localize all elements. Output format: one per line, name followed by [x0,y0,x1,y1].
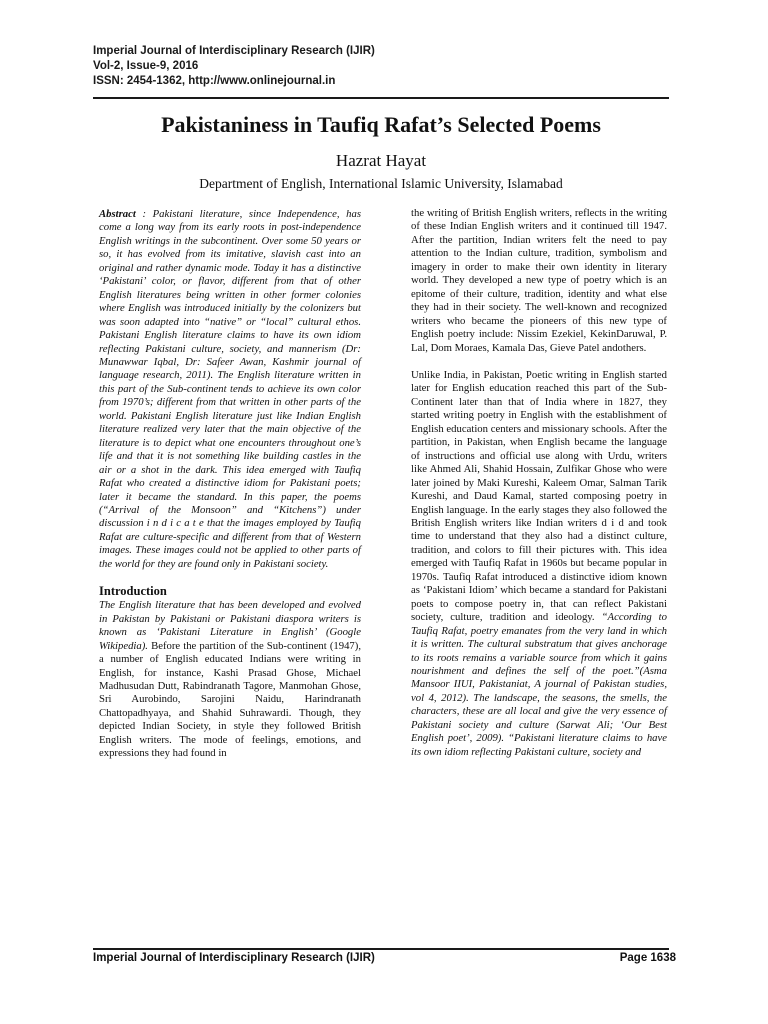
footer-divider [93,948,669,950]
journal-name: Imperial Journal of Interdisciplinary Research (IJIR) [93,45,375,57]
author-affiliation: Department of English, International Islamic University, Islamabad [199,176,563,191]
introduction-italic-text: The English literature that has been developed and evolved in Pakistan by Pakistani or Pakistani diaspora writers is known as ‘Pakistani Literature in English’ (Google Wikipedia). [99,599,361,652]
abstract-label: Abstract [99,208,136,220]
page-number: Page 1638 [619,952,676,964]
right-column [411,207,667,759]
body-paragraph-1: the writing of British English writers, reflects in the writing of these Indian English writers and it continued till 1947. After the partition, Indian writers felt the need to pay attention to the Indian culture, tradition, symbolism and imagery in order to make their own identity in literary world. They developed a new type of poetry which is an epitome of their culture, tradition, identity and what else they had in their society. The well-known and recognized writers who became the pioneers of this new type of English poetry include: Nissim Ezekiel, KekinDaruwal, P. Lal, Dom Moraes, Kamala Das, Gieve Patel andothers. [411,207,667,354]
paper-author: Hazrat Hayat [335,151,427,170]
introduction-heading: Introduction [99,584,167,599]
body-paragraph-2-quote: “According to Taufiq Rafat, poetry emanates from the very land in which it is written. The cultural substratum that gives anchorage to its roots remains a variable source from which it gains nourishment and defines the self of the poet.”(Asma Mansoor IIUI, Pakistaniat, A journal of Pakistan studies, vol 4, 2012). The landscape, the seasons, the smells, the characters, these are all local and give the very essence of Pakistani society and culture (Sarwat Ali; ‘Our Best English poet’, 2009). “Pakistani literature claims to have its own idiom reflecting Pakistani culture, society and [411,611,667,758]
introduction-paragraph [99,599,361,760]
journal-issn: ISSN: 2454-1362, http://www.onlinejournal.in [93,75,336,87]
body-paragraph-2-text: Unlike India, in Pakistan, Poetic writing in English started later for English education reached this part of the Sub-Continent later than that of India where in 1827, they started writing poetry in English with the establishment of English education centers and missionary schools. After the partition, in Pakistan, when English became the language of instructions and official use along with Urdu, writers like Ahmed Ali, Shahid Hossain, Zulfikar Ghose who were later joined by Maki Kureshi, Kaleem Omar, Salman Tarik Kureshi, and Daud Kamal, started composing poetry in English language. In the early stages they also followed the British English writers like Indian writers d i d and took time to understand that they also had a distinct culture, tradition, and colors to fill their pictures with. This idea emerged with Taufiq Rafat in 1960s but became popular in 1970s. Taufiq Rafat introduced a distinctive idiom known as ‘Pakistani Idiom’ which became a standard for Pakistani poets to compose poetry in, that can reflect Pakistani society, culture, tradition and ideology. [411,368,667,624]
left-column [99,208,361,761]
paper-title: Pakistaniness in Taufiq Rafat’s Selected Poems [161,112,601,137]
abstract-text: : Pakistani literature, since Independence, has come a long way from its early roots in post-independence English writings in the subcontinent. Over some 50 years or so, it has evolved from its imitative, slavish cast into an original and rather dynamic mode. Today it has a distinctive ‘Pakistani’ color, or flavor, different from that of other English literatures being written in other former colonies where English was introduced initially by the colonizers but was soon adapted into “native” or “local” cultural ethos. Pakistani English literature claims to have its own idiom reflecting Pakistani culture, society, and mannerism (Dr: Munawwar Iqbal, Dr: Safeer Awan, Kashmir journal of language research, 2011). The English literature written in this part of the Sub-continent tends to achieve its own color from 1970’s; different from that written in other parts of the world. Pakistani English literature just like Indian English literature realized very later that the main objective of the literature is to depict what one encounters throughout one’s life and that it is not something like building castles in the air or a shot in the dark. This idea emerged with Taufiq Rafat who created a distinctive idiom for Pakistani poets; later it became the standard. In this paper, the poems (“Arrival of the Monsoon” and “Kitchens”) under discussion i n d i c a t e that the images employed by Taufiq Rafat are culture-specific and different from that of Western images. These images could not be applied to other parts of the world for they are found only in Pakistani society. [99,208,361,570]
header-divider [93,97,669,99]
journal-volume: Vol-2, Issue-9, 2016 [93,60,199,72]
introduction-text: Before the partition of the Sub-continent (1947), a number of English educated Indians were writing in English, for instance, Kashi Prasad Ghose, Michael Madhusudan Dutt, Rabindranath Tagore, Manmohan Ghose, Sri Aurobindo, Sarojini Naidu, Harindranath Chattopadhyaya, and Shahid Suhrawardi. Though, they depicted Indian Society, in style they followed British English writers. The mode of feelings, emotions, and expressions they had found in [99,639,361,760]
body-paragraph-2 [411,369,667,759]
footer-journal-name: Imperial Journal of Interdisciplinary Research (IJIR) [93,952,375,964]
abstract-paragraph [99,208,361,571]
journal-header [93,44,375,89]
